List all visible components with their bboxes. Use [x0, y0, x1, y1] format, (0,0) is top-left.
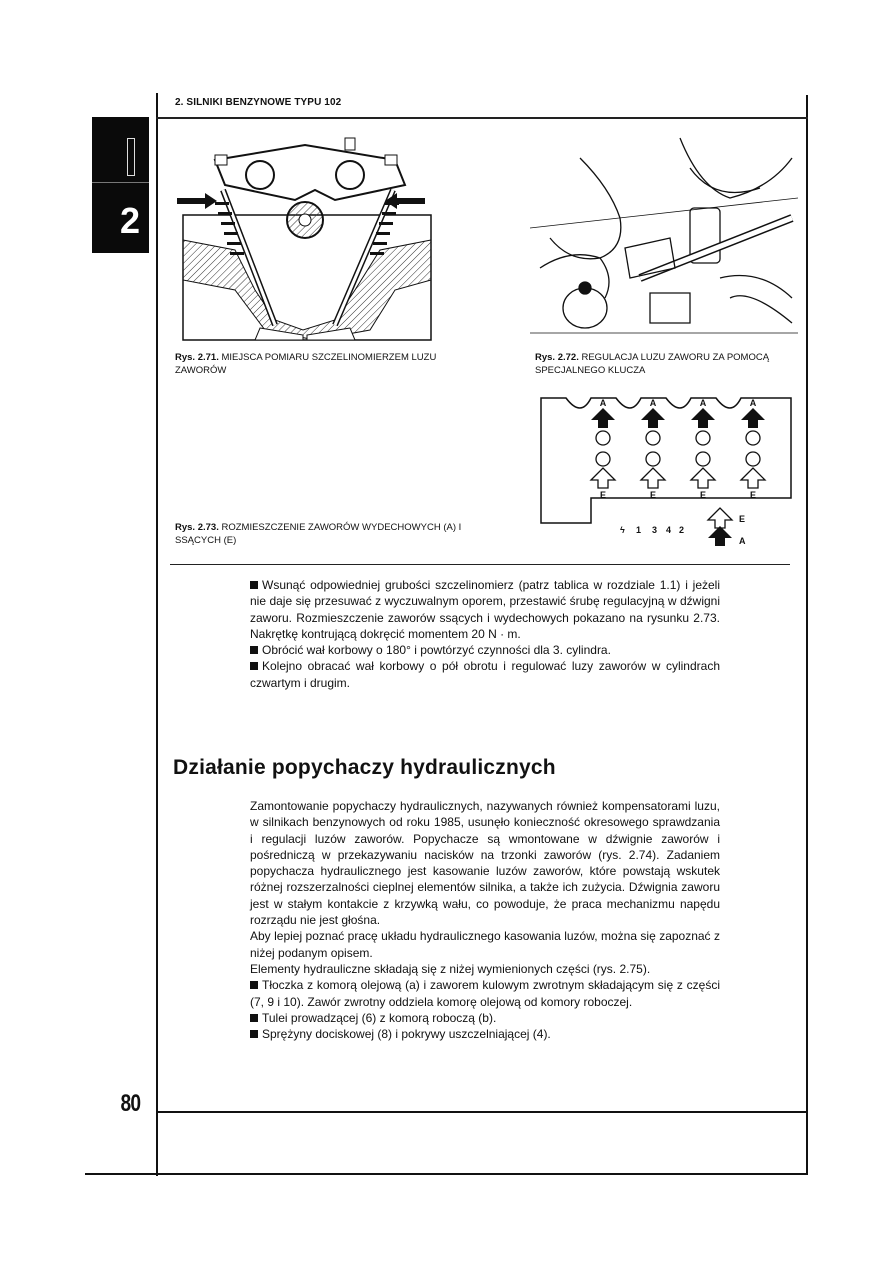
- body-paragraph: Elementy hydrauliczne składają się z niżej wymienionych części (rys. 2.75).: [250, 961, 651, 976]
- svg-text:A: A: [649, 398, 657, 408]
- figure-2-73-caption: [175, 521, 495, 547]
- svg-text:2: 2: [679, 525, 685, 535]
- chapter-tab-divider: [92, 182, 149, 183]
- adjustment-instructions: [250, 577, 720, 691]
- figure-2-72-number: Rys. 2.72.: [535, 352, 579, 363]
- figure-2-71-number: Rys. 2.71.: [175, 352, 219, 363]
- svg-text:E: E: [749, 490, 757, 500]
- header-rule: [156, 117, 808, 119]
- figure-2-71-caption: [175, 351, 475, 377]
- svg-text:E: E: [599, 490, 607, 500]
- bullet-square-icon: [250, 646, 258, 654]
- instruction-item: Kolejno obracać wał korbowy o pół obrotu i regulować luzy zaworów w cylindrach czwartym i drugim.: [250, 659, 720, 690]
- section-heading: Działanie popychaczy hydraulicznych: [173, 756, 556, 779]
- figure-2-71-caption-text: MIEJSCA POMIARU SZCZELINOMIERZEM LUZU ZAWORÓW: [175, 352, 437, 376]
- svg-text:E: E: [739, 514, 746, 524]
- bullet-square-icon: [250, 981, 258, 989]
- figure-2-73-caption-text: ROZMIESZCZENIE ZAWORÓW WYDECHOWYCH (A) I SSĄCYCH (E): [175, 522, 462, 546]
- body-paragraph: Zamontowanie popychaczy hydraulicznych, nazywanych również kompensatorami luzu, w silnikach benzynowych od roku 1985, usunęło konieczność okresowego sprawdzania i regulacji luzów zaworów. Popychacze są wmontowane w dźwignie zaworów i pośredniczą w przekazywaniu nacisków na trzonki zaworów (rys. 2.74). Zadaniem popychacza hydraulicznego jest kasowanie luzów zaworów, które powstają wskutek różnej rozszerzalności cieplnej elementów silnika, a także ich zużycia. Dźwignia zaworu jest w stałym kontakcie z krzywką wału, co powoduje, że praca mechanizmu napędu rozrządu nie jest głośna.: [250, 799, 720, 928]
- instruction-item: Wsunąć odpowiedniej grubości szczelinomierz (patrz tablica w rozdziale 1.1) i jeżeli nie daje się przesuwać z wyczuwalnym oporem, przestawić śrubę regulacyjną w dźwigni zaworu. Rozmieszczenie zaworów ssących i wydechowych pokazano na rysunku 2.73. Nakrętkę kontrującą dokręcić momentem 20 N · m.: [250, 578, 720, 641]
- right-margin-rule: [806, 95, 808, 1175]
- bullet-square-icon: [250, 581, 258, 589]
- figure-2-71-cylinder-head-section: [175, 130, 465, 342]
- component-item: Tłoczka z komorą olejową (a) i zaworem kulowym zwrotnym składającym się z części (7, 9 i 10). Zawór zwrotny oddziela komorę olejową od komory roboczej.: [250, 978, 720, 1009]
- svg-text:A: A: [699, 398, 707, 408]
- body-paragraph: Aby lepiej poznać pracę układu hydraulicznego kasowania luzów, można się zapoznać z niżej podanym opisem.: [250, 929, 720, 960]
- svg-text:A: A: [739, 536, 746, 546]
- left-margin-rule: [156, 93, 158, 1176]
- figure-separator-rule: [170, 564, 790, 565]
- running-header: 2. SILNIKI BENZYNOWE TYPU 102: [175, 97, 342, 108]
- footer-rule: [157, 1111, 807, 1113]
- instruction-item: Obrócić wał korbowy o 180° i powtórzyć czynności dla 3. cylindra.: [250, 642, 720, 658]
- svg-text:A: A: [599, 398, 607, 408]
- svg-text:A: A: [749, 398, 757, 408]
- figure-2-72-caption: [535, 351, 795, 377]
- svg-text:E: E: [699, 490, 707, 500]
- svg-text:4: 4: [666, 525, 672, 535]
- bullet-square-icon: [250, 662, 258, 670]
- figure-2-72-wrench-adjustment: [530, 128, 798, 343]
- chapter-tab-glyph: [127, 138, 135, 176]
- component-item: Sprężyny dociskowej (8) i pokrywy uszczelniającej (4).: [250, 1026, 720, 1042]
- chapter-number: 2: [119, 200, 141, 241]
- component-item: Tulei prowadzącej (6) z komorą roboczą (b).: [250, 1010, 720, 1026]
- figure-2-73-valve-layout-diagram: [536, 388, 796, 558]
- figure-2-72-caption-text: REGULACJA LUZU ZAWORU ZA POMOCĄ SPECJALNEGO KLUCZA: [535, 352, 770, 376]
- bullet-square-icon: [250, 1030, 258, 1038]
- section-body: [250, 798, 720, 1042]
- page-number: 80: [120, 1090, 141, 1117]
- bullet-square-icon: [250, 1014, 258, 1022]
- svg-text:E: E: [649, 490, 657, 500]
- page-bottom-rule: [85, 1173, 808, 1175]
- svg-text:3: 3: [652, 525, 658, 535]
- svg-text:ϟ: ϟ: [620, 525, 625, 535]
- firing-order-1: 1: [636, 525, 642, 535]
- figure-2-73-number: Rys. 2.73.: [175, 522, 219, 533]
